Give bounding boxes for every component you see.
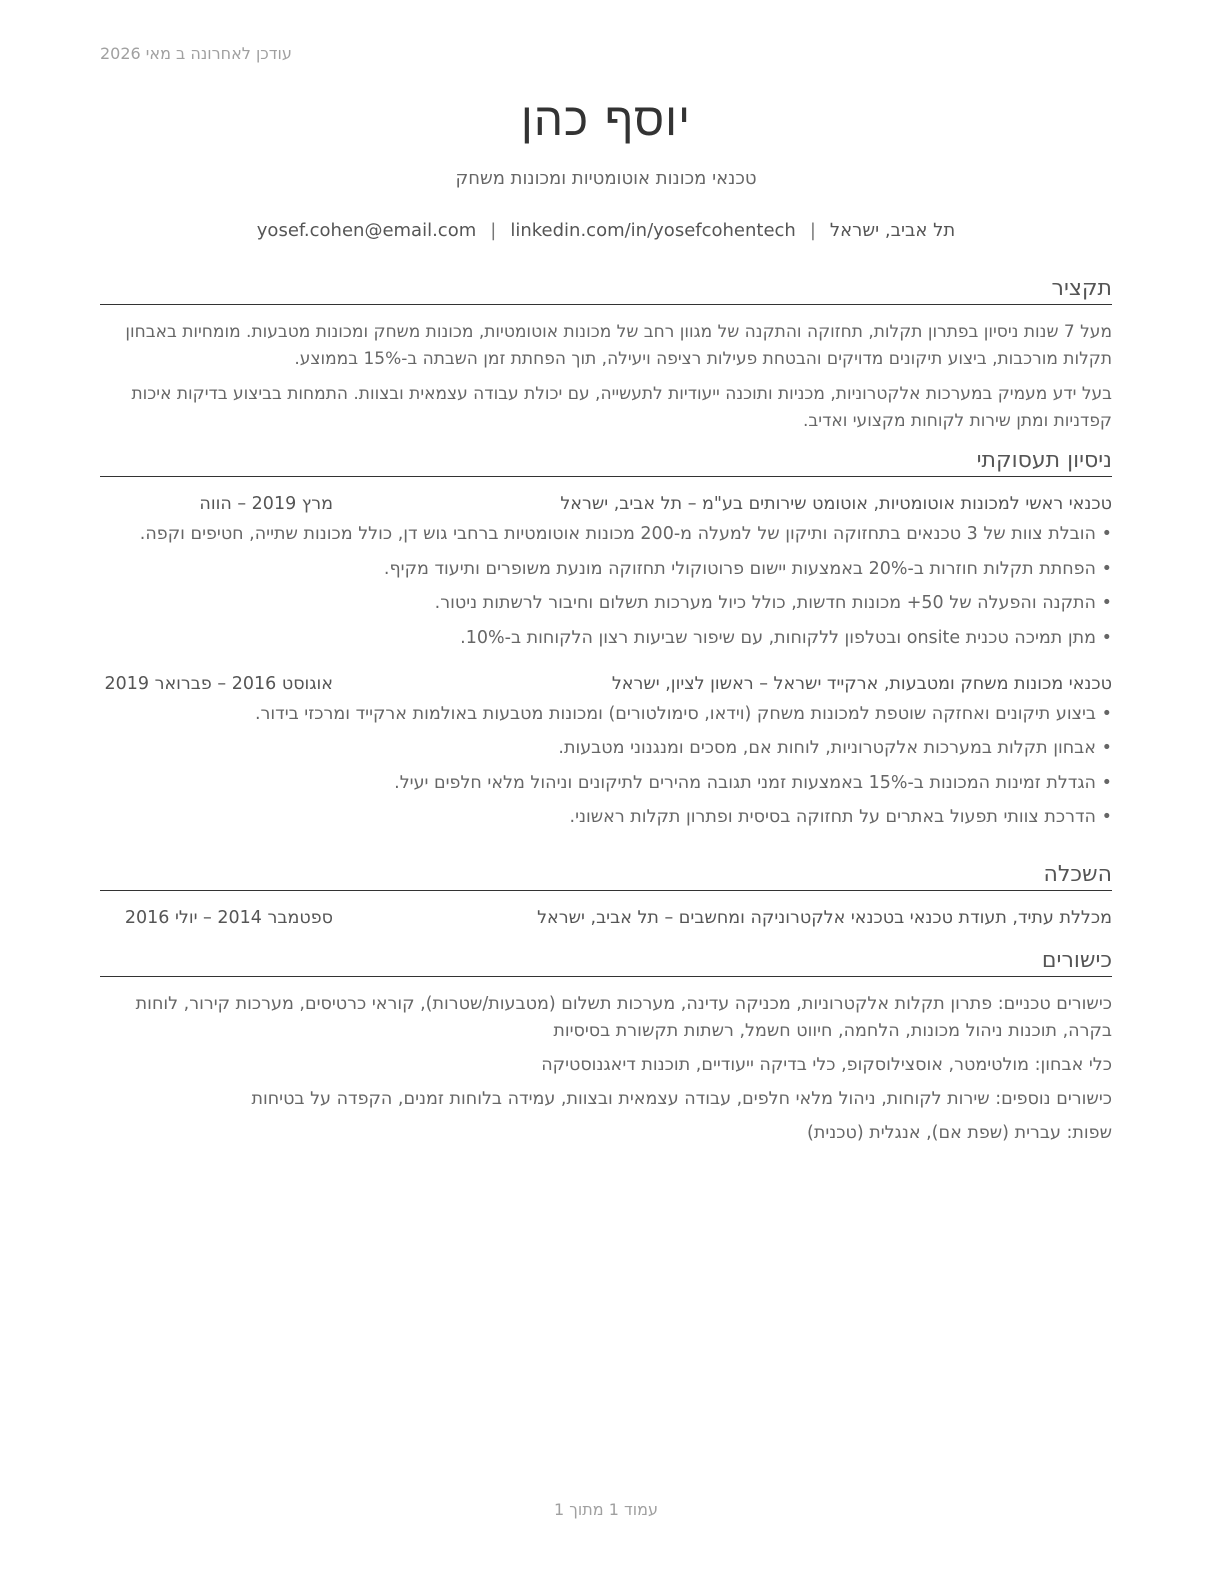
education-heading: השכלה bbox=[100, 860, 1112, 891]
bullet-dot-icon: • bbox=[1101, 627, 1112, 648]
job-dates: אוגוסט 2016 – פברואר 2019 bbox=[104, 673, 333, 694]
summary-paragraph: מעל 7 שנות ניסיון בפתרון תקלות, תחזוקה והתקנה של מגוון רחב של מכונות אוטומטיות, מכונות משחק ומכונות מטבעות. מומחיות באבחון תקלות מורכבות, ביצוע תיקונים מדויקים והבטחת פעילות רציפה ויעילה, תוך הפחתת זמן השבתה ב-15% בממוצע. bbox=[125, 322, 1112, 369]
bullet-dot-icon: • bbox=[1101, 593, 1112, 613]
skills-section bbox=[100, 946, 1112, 1154]
resume-page bbox=[100, 0, 1112, 1584]
contact-separator: | bbox=[490, 220, 497, 241]
job-bullet: • ביצוע תיקונים ואחזקה שוטפת למכונות משחק (וידאו, סימולטורים) ומכונות מטבעות באולמות ארקייד ומרכזי בידור. bbox=[100, 701, 1112, 727]
job-bullet: • התקנה והפעלה של 50+ מכונות חדשות, כולל כיול מערכות תשלום וחיבור לרשתות ניטור. bbox=[100, 590, 1112, 616]
job-dates: מרץ 2019 – הווה bbox=[199, 494, 333, 514]
candidate-title: טכנאי מכונות אוטומטיות ומכונות משחק bbox=[455, 168, 757, 189]
job-bullet: • מתן תמיכה טכנית onsite ובטלפון ללקוחות, עם שיפור שביעות רצון הלקוחות ב-10%. bbox=[100, 625, 1112, 651]
job-header bbox=[100, 671, 1112, 697]
contact-separator: | bbox=[809, 220, 816, 241]
job-entry bbox=[100, 671, 1112, 831]
job-bullets bbox=[100, 701, 1112, 831]
job-bullets bbox=[100, 521, 1112, 651]
contact-location: תל אביב, ישראל bbox=[829, 220, 956, 241]
job-bullet: • הדרכת צוותי תפעול באתרים על תחזוקה בסיסית ופתרון תקלות ראשוני. bbox=[100, 804, 1112, 830]
summary-paragraph: בעל ידע מעמיק במערכות אלקטרוניות, מכניות ותוכנה ייעודיות לתעשייה, עם יכולת עבודה עצמאית ובצוות. התמחות בביצוע בדיקות איכות קפדניות ומתן שירות לקוחות מקצועי ואדיב. bbox=[131, 384, 1112, 431]
skills-line: שפות: עברית (שפת אם), אנגלית (טכנית) bbox=[807, 1123, 1112, 1143]
bullet-dot-icon: • bbox=[1101, 807, 1112, 827]
contact-line bbox=[100, 218, 1112, 244]
job-bullet: • הגדלת זמינות המכונות ב-15% באמצעות זמני תגובה מהירים לתיקונים וניהול מלאי חלפים יעיל. bbox=[100, 770, 1112, 796]
job-bullet: • הפחתת תקלות חוזרות ב-20% באמצעות יישום פרוטוקולי תחזוקה מונעת משופרים ותיעוד מקיף. bbox=[100, 556, 1112, 582]
experience-heading: ניסיון תעסוקתי bbox=[100, 446, 1112, 477]
job-header bbox=[100, 491, 1112, 517]
education-institution: מכללת עתיד, תעודת טכנאי בטכנאי אלקטרוניקה ומחשבים – תל אביב, ישראל bbox=[537, 908, 1112, 928]
job-entry bbox=[100, 491, 1112, 651]
contact-email[interactable]: yosef.cohen@email.com bbox=[256, 220, 477, 241]
education-section bbox=[100, 860, 1112, 931]
education-entry bbox=[100, 905, 1112, 931]
job-bullet: • הובלת צוות של 3 טכנאים בתחזוקה ותיקון של למעלה מ-200 מכונות אוטומטיות ברחבי גוש דן, כולל מכונות שתייה, חטיפים וקפה. bbox=[100, 521, 1112, 547]
summary-heading: תקציר bbox=[100, 274, 1112, 305]
candidate-name: יוסף כהן bbox=[520, 92, 692, 146]
job-role: טכנאי ראשי למכונות אוטומטיות, אוטומט שירותים בע"מ – תל אביב, ישראל bbox=[560, 494, 1112, 514]
last-updated-note: עודכן לאחרונה ב מאי 2026 bbox=[100, 44, 292, 63]
job-bullet: • אבחון תקלות במערכות אלקטרוניות, לוחות אם, מסכים ומנגנוני מטבעות. bbox=[100, 735, 1112, 761]
skills-line: כלי אבחון: מולטימטר, אוסצילוסקופ, כלי בדיקה ייעודיים, תוכנות דיאגנוסטיקה bbox=[541, 1055, 1112, 1075]
experience-section bbox=[100, 446, 1112, 839]
bullet-dot-icon: • bbox=[1101, 524, 1112, 544]
bullet-dot-icon: • bbox=[1101, 738, 1112, 758]
bullet-dot-icon: • bbox=[1101, 703, 1112, 724]
education-dates: ספטמבר 2014 – יולי 2016 bbox=[124, 908, 333, 928]
bullet-dot-icon: • bbox=[1101, 558, 1112, 579]
contact-linkedin[interactable]: linkedin.com/in/yosefcohentech bbox=[510, 220, 796, 241]
resume-header bbox=[100, 88, 1112, 244]
job-role: טכנאי מכונות משחק ומטבעות, ארקייד ישראל – ראשון לציון, ישראל bbox=[611, 673, 1112, 694]
page-number: עמוד 1 מתוך 1 bbox=[554, 1500, 658, 1519]
bullet-dot-icon: • bbox=[1101, 772, 1112, 793]
skills-line: כישורים נוספים: שירות לקוחות, ניהול מלאי חלפים, עבודה עצמאית ובצוות, עמידה בלוחות זמנים, הקפדה על בטיחות bbox=[251, 1089, 1112, 1109]
skills-heading: כישורים bbox=[100, 946, 1112, 977]
summary-section bbox=[100, 274, 1112, 443]
skills-line: כישורים טכניים: פתרון תקלות אלקטרוניות, מכניקה עדינה, מערכות תשלום (מטבעות/שטרות), קוראי כרטיסים, מערכות קירור, לוחות בקרה, תוכנות ניהול מכונות, הלחמה, חיווט חשמל, רשתות תקשורת בסיסיות bbox=[135, 994, 1112, 1041]
